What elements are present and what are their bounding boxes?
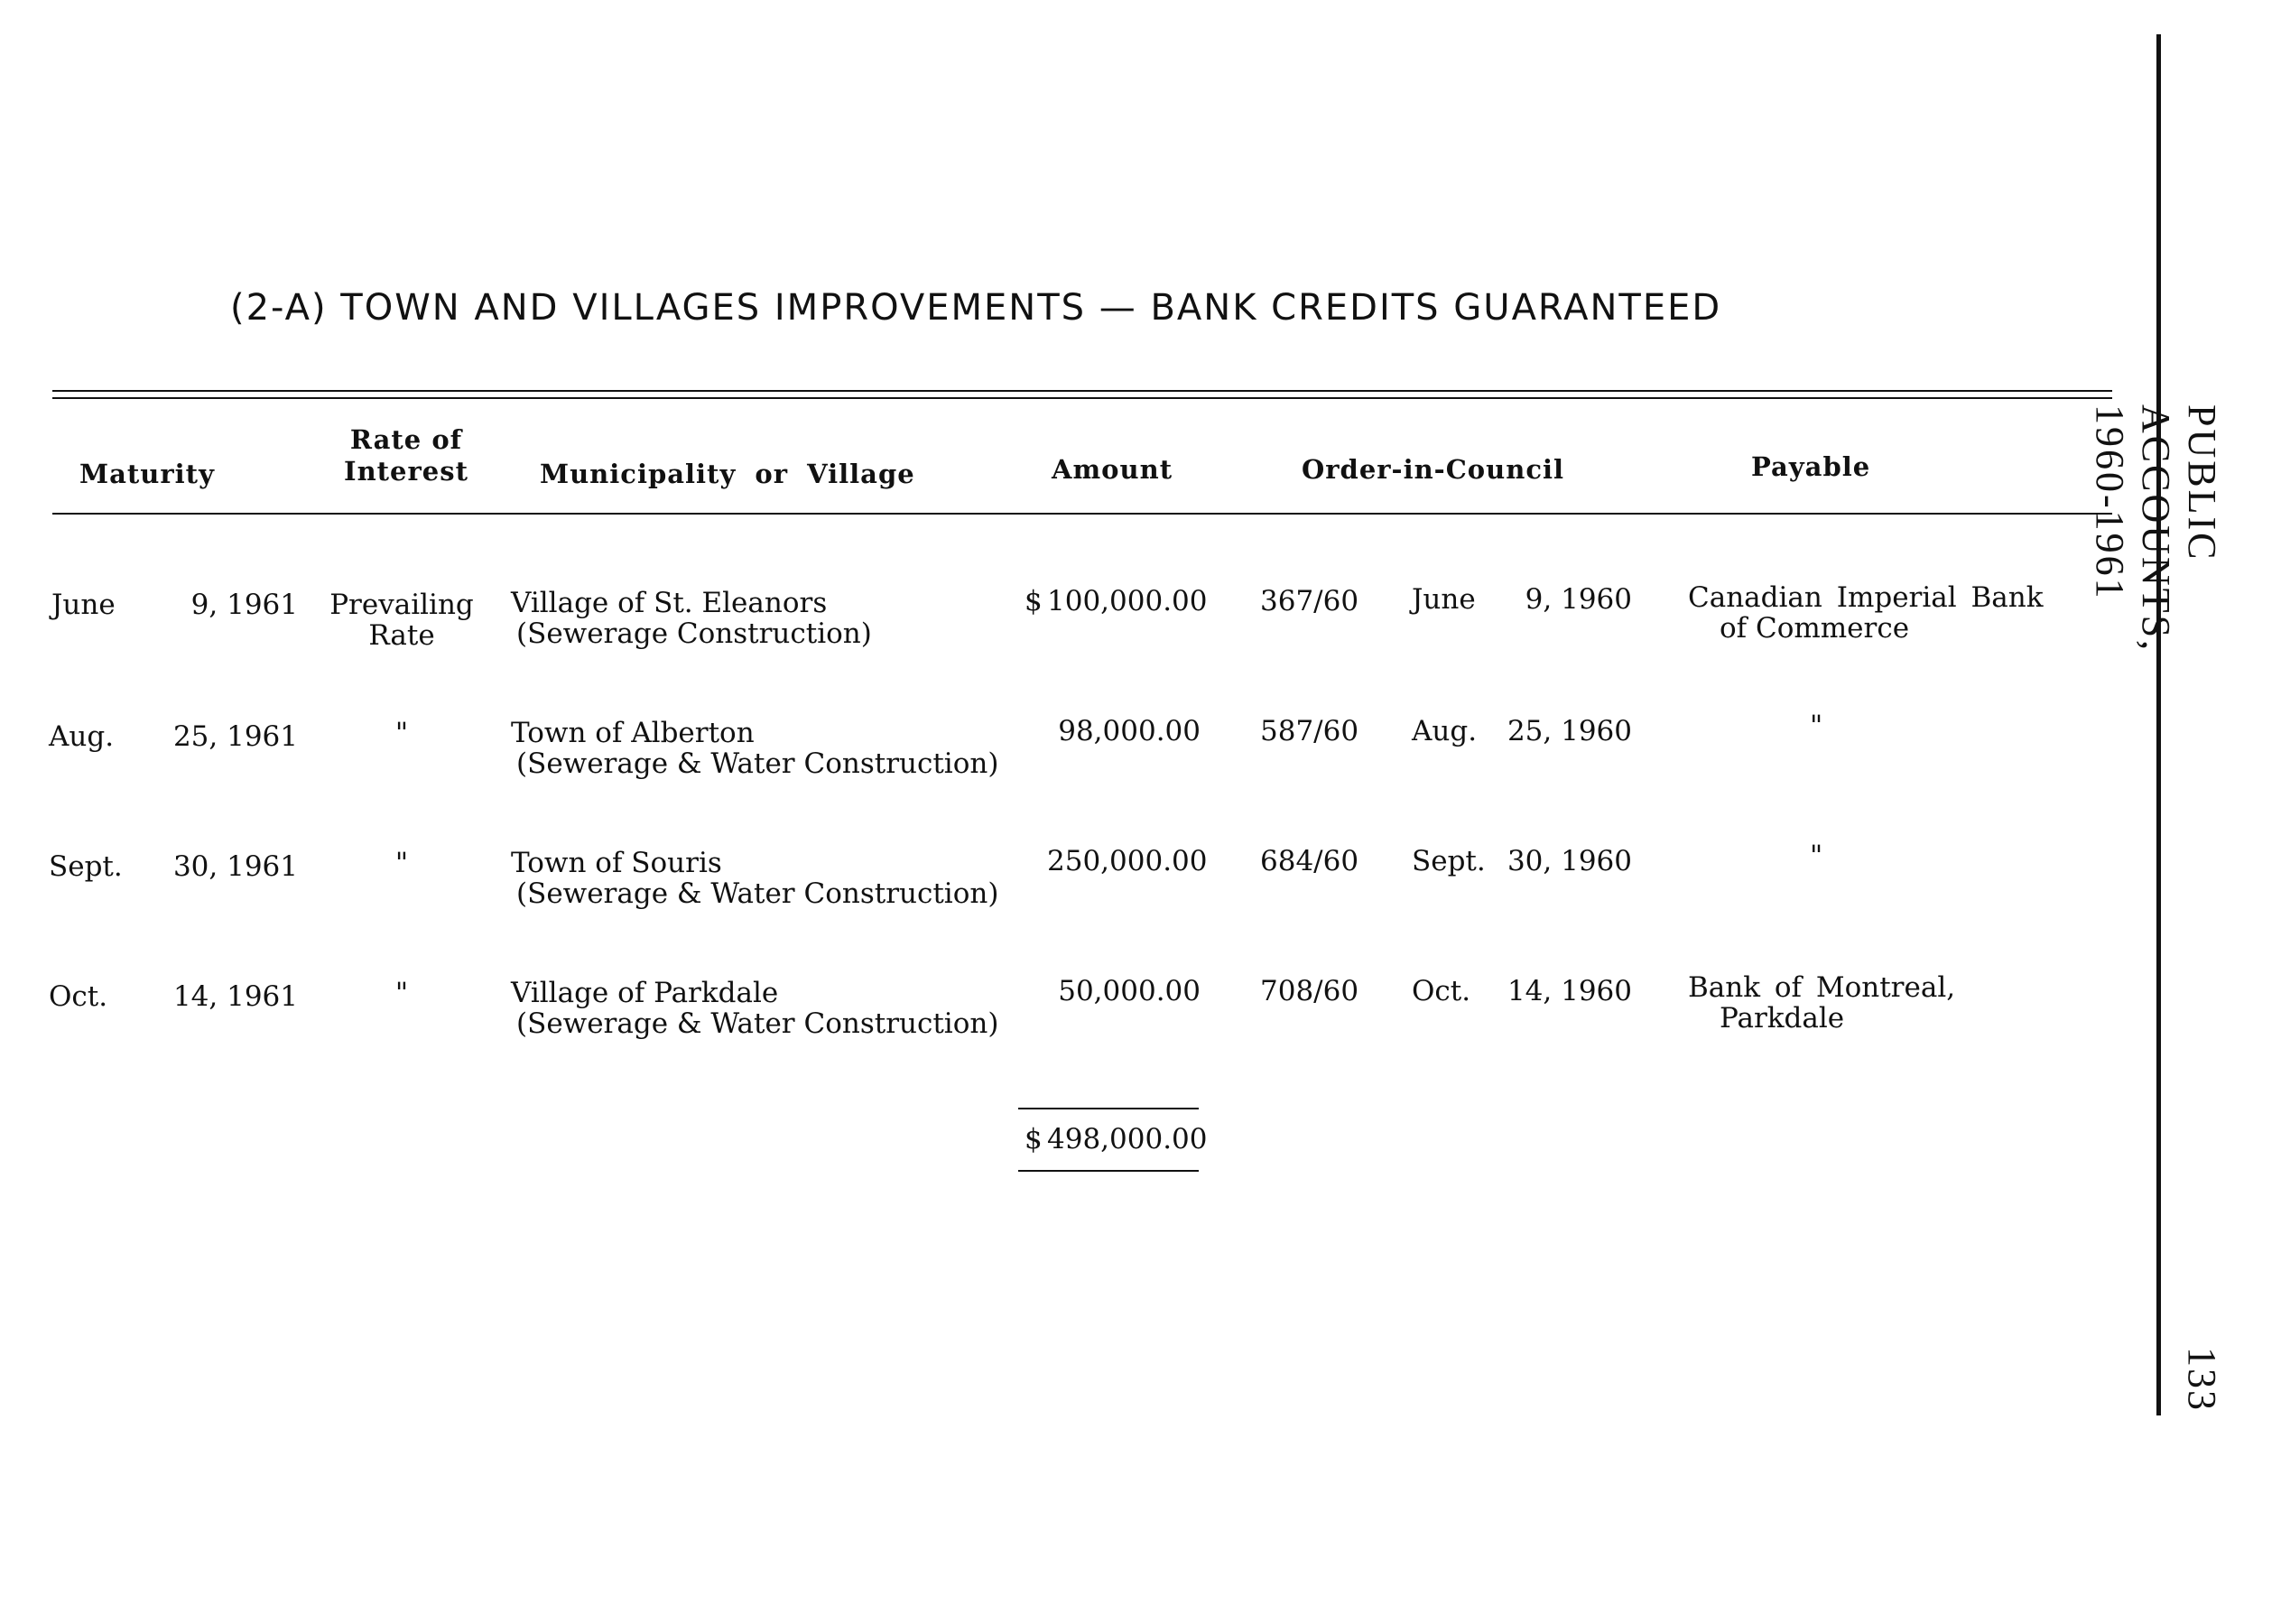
total-amount: 498,000.00 bbox=[1047, 1123, 1208, 1155]
running-header: PUBLIC ACCOUNTS, 1960-1961 bbox=[2088, 404, 2224, 654]
col-header-payable: Payable bbox=[1751, 451, 1871, 482]
municipality: Village of St. Eleanors bbox=[511, 587, 828, 619]
order-number: 684/60 bbox=[1260, 845, 1359, 877]
amount: 250,000.00 bbox=[1047, 845, 1208, 877]
rate-line-2: Rate bbox=[368, 619, 435, 652]
municipality: Town of Alberton bbox=[511, 717, 755, 749]
order-month: June bbox=[1412, 583, 1476, 616]
amount: 98,000.00 bbox=[1058, 715, 1201, 747]
amount-prefix: $ bbox=[1025, 585, 1043, 617]
maturity-month: Oct. bbox=[49, 980, 108, 1013]
project-description: (Sewerage & Water Construction) bbox=[516, 747, 999, 780]
col-header-rate-1: Rate of bbox=[349, 424, 463, 455]
project-description: (Sewerage & Water Construction) bbox=[516, 1007, 999, 1040]
municipality: Village of Parkdale bbox=[511, 977, 779, 1009]
amount: 100,000.00 bbox=[1047, 585, 1208, 617]
order-month: Oct. bbox=[1412, 975, 1471, 1007]
maturity-date: 30, 1961 bbox=[172, 850, 298, 883]
total-rule-bottom bbox=[1018, 1170, 1199, 1172]
maturity-date: 9, 1961 bbox=[190, 589, 298, 621]
order-date: 30, 1960 bbox=[1507, 845, 1632, 877]
maturity-date: 14, 1961 bbox=[172, 980, 298, 1013]
payable: " bbox=[1810, 710, 1823, 742]
maturity-month: Sept. bbox=[49, 850, 123, 883]
project-description: (Sewerage & Water Construction) bbox=[516, 877, 999, 910]
order-month: Aug. bbox=[1412, 715, 1478, 747]
payable: Bank of Montreal, bbox=[1688, 971, 1956, 1004]
order-date: 25, 1960 bbox=[1507, 715, 1632, 747]
order-number: 708/60 bbox=[1260, 975, 1359, 1007]
maturity-date: 25, 1961 bbox=[172, 720, 298, 753]
page-title: (2-A) TOWN AND VILLAGES IMPROVEMENTS — BANK CREDITS GUARANTEED bbox=[230, 287, 1722, 329]
rate: " bbox=[394, 717, 409, 749]
total-prefix: $ bbox=[1025, 1123, 1043, 1155]
rate: " bbox=[394, 977, 409, 1009]
page-number: 133 bbox=[2180, 1347, 2224, 1412]
rate: " bbox=[394, 847, 409, 879]
payable: " bbox=[1810, 840, 1823, 872]
order-month: Sept. bbox=[1412, 845, 1486, 877]
municipality: Town of Souris bbox=[511, 847, 722, 879]
order-number: 367/60 bbox=[1260, 585, 1359, 617]
top-rule bbox=[52, 390, 2112, 392]
col-header-rate-2: Interest bbox=[344, 456, 468, 487]
header-rule bbox=[52, 513, 2112, 515]
order-date: 14, 1960 bbox=[1507, 975, 1632, 1007]
order-date: 9, 1960 bbox=[1525, 583, 1632, 616]
payable: Canadian Imperial Bank bbox=[1688, 581, 2044, 614]
rate: Prevailing bbox=[329, 589, 474, 621]
maturity-month: June bbox=[51, 589, 116, 621]
payable-line-2: of Commerce bbox=[1720, 612, 1910, 645]
order-number: 587/60 bbox=[1260, 715, 1359, 747]
amount: 50,000.00 bbox=[1058, 975, 1201, 1007]
col-header-amount: Amount bbox=[1052, 454, 1173, 485]
payable-line-2: Parkdale bbox=[1720, 1002, 1845, 1035]
col-header-maturity: Maturity bbox=[79, 459, 215, 489]
col-header-order: Order-in-Council bbox=[1302, 454, 1565, 485]
margin-rule bbox=[2156, 34, 2161, 1415]
project-description: (Sewerage Construction) bbox=[516, 617, 872, 650]
col-header-municipality: Municipality or Village bbox=[540, 459, 915, 489]
maturity-month: Aug. bbox=[49, 720, 115, 753]
top-rule-2 bbox=[52, 397, 2112, 399]
total-rule-top bbox=[1018, 1108, 1199, 1109]
